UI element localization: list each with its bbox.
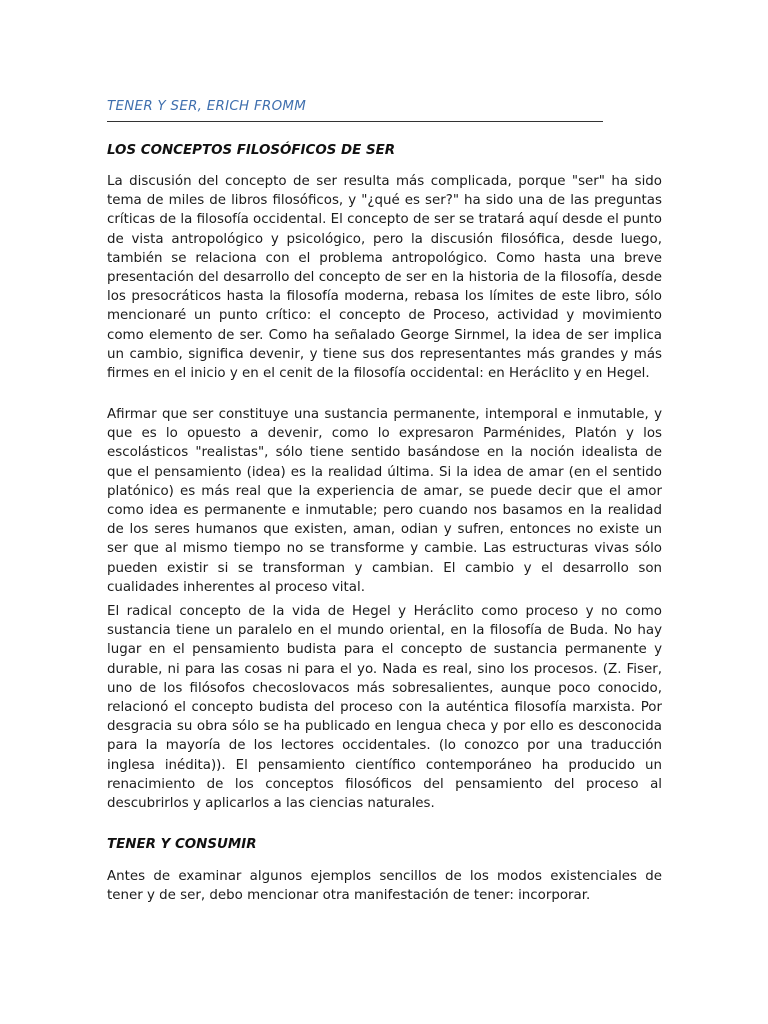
- document-title: TENER Y SER, ERICH FROMM: [107, 99, 307, 114]
- section-heading-conceptos: LOS CONCEPTOS FILOSÓFICOS DE SER: [107, 143, 396, 158]
- paragraph-1: La discusión del concepto de ser resulta más complicada, porque "ser" ha sido tema de miles de libros filosóficos, y "¿qué es ser?" ha sido una de las preguntas críticas de la filosofía occidental. El concepto de ser se tratará aquí desde el punto de vista antropológico y psicológico, pero la discusión filosófica, desde luego, también se relaciona con el problema antropológico. Como hasta una breve presentación del desarrollo del concepto de ser en la historia de la filosofía, desde los presocráticos hasta la filosofía moderna, rebasa los límites de este libro, sólo mencionaré un punto crítico: el concepto de Proceso, actividad y movimiento como elemento de ser. Como ha señalado George Sirnmel, la idea de ser implica un cambio, significa devenir, y tiene sus dos representantes más grandes y más firmes en el inicio y en el cenit de la filosofía occidental: en Heráclito y en Hegel.: [107, 174, 662, 382]
- section-heading-tener-consumir: TENER Y CONSUMIR: [107, 837, 257, 852]
- paragraph-4: Antes de examinar algunos ejemplos sencillos de los modos existenciales de tener y de ser, debo mencionar otra manifestación de tener: incorporar.: [107, 869, 662, 904]
- title-underline-rule: [107, 121, 603, 122]
- paragraph-2: Afirmar que ser constituye una sustancia permanente, intemporal e inmutable, y que es lo opuesto a devenir, como lo expresaron Parménides, Platón y los escolásticos "realistas", sólo tiene sentido basándose en la noción idealista de que el pensamiento (idea) es la realidad última. Si la idea de amar (en el sentido platónico) es más real que la experiencia de amar, se puede decir que el amor como idea es permanente e inmutable; pero cuando nos basamos en la realidad de los seres humanos que existen, aman, odian y sufren, entonces no existe un ser que al mismo tiempo no se transforme y cambie. Las estructuras vivas sólo pueden existir si se transforman y cambian. El cambio y el desarrollo son cualidades inherentes al proceso vital.: [107, 407, 662, 595]
- paragraph-3: El radical concepto de la vida de Hegel y Heráclito como proceso y no como sustancia tiene un paralelo en el mundo oriental, en la filosofía de Buda. No hay lugar en el pensamiento budista para el concepto de sustancia permanente y durable, ni para las cosas ni para el yo. Nada es real, sino los procesos. (Z. Fiser, uno de los filósofos checoslovacos más sobresalientes, aunque poco conocido, relacionó el concepto budista del proceso con la auténtica filosofía marxista. Por desgracia su obra sólo se ha publicado en lengua checa y por ello es desconocida para la mayoría de los lectores occidentales. (lo conozco por una traducción inglesa inédita)). El pensamiento científico contemporáneo ha producido un renacimiento de los conceptos filosóficos del pensamiento del proceso al descubrirlos y aplicarlos a las ciencias naturales.: [107, 604, 662, 812]
